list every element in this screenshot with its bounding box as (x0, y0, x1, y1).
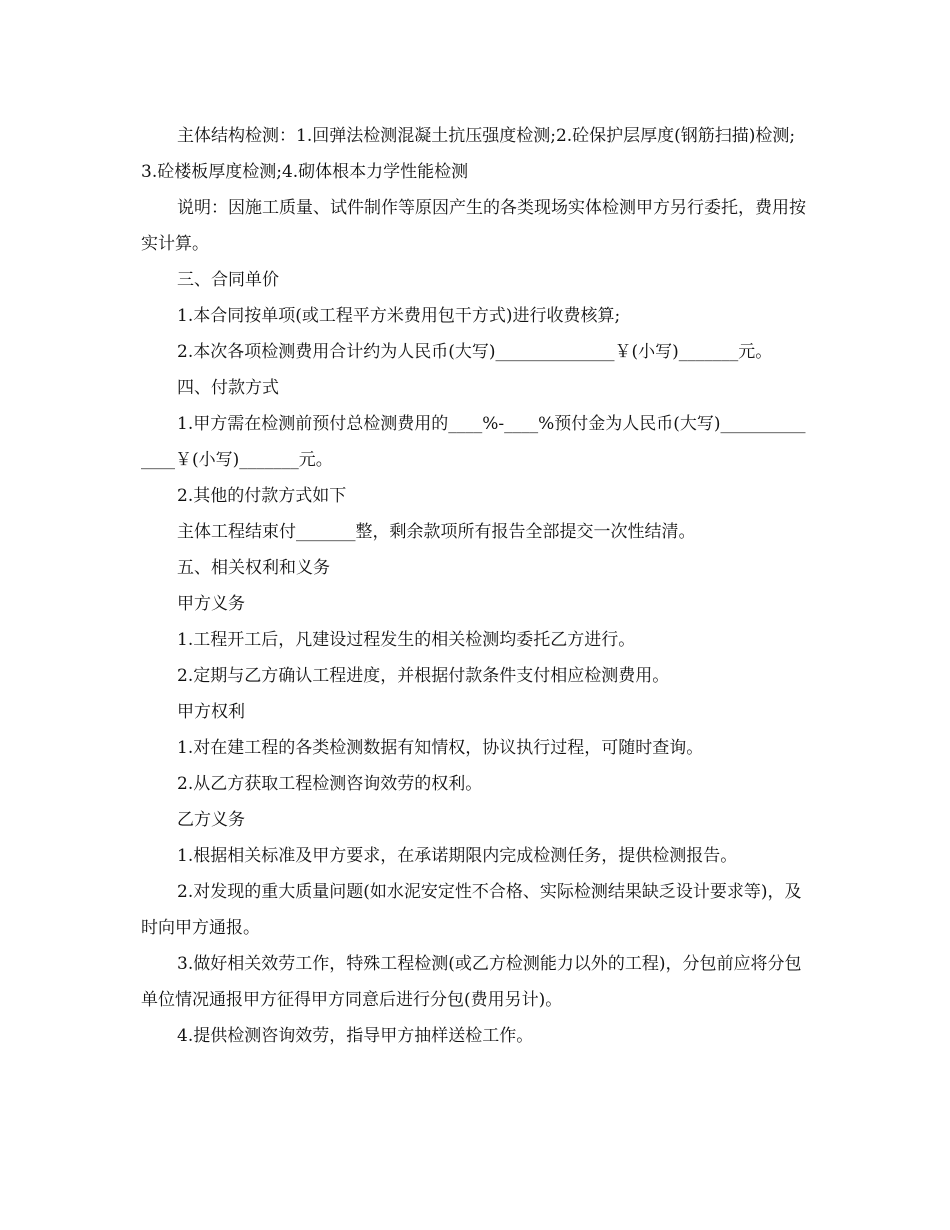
party-b-obligation-item-4: 4.提供检测咨询效劳，指导甲方抽样送检工作。 (177, 1026, 534, 1046)
section-4-heading: 四、付款方式 (177, 378, 279, 398)
party-a-obligation-item-2: 2.定期与乙方确认工程进度，并根据付款条件支付相应检测费用。 (177, 666, 670, 686)
party-a-obligations-heading: 甲方义务 (177, 594, 245, 614)
party-b-obligation-item-3: 3.做好相关效劳工作，特殊工程检测(或乙方检测能力以外的工程)，分包前应将分包单位情况通报甲方征得甲方同意后进行分包(费用另计)。 (141, 954, 802, 1010)
note-paragraph: 说明：因施工质量、试件制作等原因产生的各类现场实体检测甲方另行委托，费用按实计算。 (141, 198, 806, 254)
unit-price-item-2: 2.本次各项检测费用合计约为人民币(大写)______________￥(小写)_______元。 (177, 342, 773, 362)
section-3-heading: 三、合同单价 (177, 270, 279, 290)
main-structure-testing-paragraph: 主体结构检测：1.回弹法检测混凝土抗压强度检测;2.砼保护层厚度(钢筋扫描)检测;3.砼楼板厚度检测;4.砌体根本力学性能检测 (141, 126, 796, 182)
unit-price-item-1: 1.本合同按单项(或工程平方米费用包干方式)进行收费核算; (177, 306, 621, 326)
party-b-obligation-item-2: 2.对发现的重大质量问题(如水泥安定性不合格、实际检测结果缺乏设计要求等)，及时向甲方通报。 (141, 882, 802, 938)
party-b-obligation-item-1: 1.根据相关标准及甲方要求，在承诺期限内完成检测任务，提供检测报告。 (177, 846, 738, 866)
document-body (141, 118, 811, 1054)
section-5-heading: 五、相关权利和义务 (177, 558, 330, 578)
payment-item-1: 1.甲方需在检测前预付总检测费用的____%-____%预付金为人民币(大写)______________￥(小写)_______元。 (141, 414, 806, 470)
party-a-right-item-2: 2.从乙方获取工程检测咨询效劳的权利。 (177, 774, 483, 794)
party-b-obligations-heading: 乙方义务 (177, 810, 245, 830)
party-a-rights-heading: 甲方权利 (177, 702, 245, 722)
payment-item-3: 主体工程结束付_______整，剩余款项所有报告全部提交一次性结清。 (177, 522, 696, 542)
party-a-right-item-1: 1.对在建工程的各类检测数据有知情权，协议执行过程，可随时查询。 (177, 738, 704, 758)
payment-item-2: 2.其他的付款方式如下 (177, 486, 347, 506)
party-a-obligation-item-1: 1.工程开工后，凡建设过程发生的相关检测均委托乙方进行。 (177, 630, 636, 650)
